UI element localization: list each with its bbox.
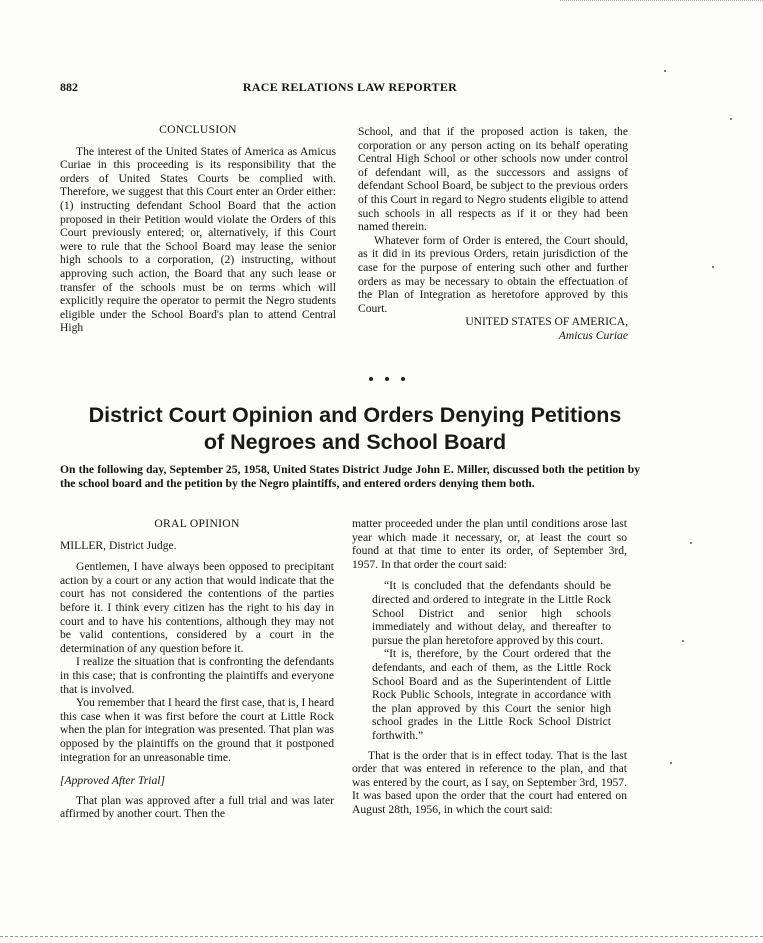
scan-speck: [730, 118, 732, 120]
oral-opinion-heading: ORAL OPINION: [154, 517, 240, 530]
page-number: 882: [60, 80, 78, 94]
opinion-paragraph: That is the order that is in effect today. That is the last order that was entered in reference to the plan, and that was entered by the court, as I say, on September 3rd, 1957. It was based upon the order that the court had entered on August 28th, 1956, in which the court said:: [352, 748, 627, 816]
scan-speck: [664, 70, 666, 72]
scan-speck: [690, 542, 692, 544]
judge-name: MILLER, District Judge.: [60, 538, 177, 552]
separator-dot: [385, 377, 389, 381]
separator-dot: [401, 377, 405, 381]
section-title: [60, 402, 650, 456]
scan-speck: [682, 640, 684, 642]
oral-opinion-continued-column: [352, 517, 627, 816]
scan-edge-line: [0, 936, 763, 938]
scan-edge-line: [560, 0, 763, 2]
section-separator: [0, 372, 763, 384]
opinion-paragraph: Gentlemen, I have always been opposed to precipitant action by a court or any action that would indicate that the court has not considered the contentions of the parties before it. I think every citizen has the right to his day in court and to have his contentions, although they may not be valid contentions, considered by a court in the determination of any question before it.: [60, 560, 334, 655]
block-quote: [352, 579, 627, 742]
conclusion-paragraph: The interest of the United States of America as Amicus Curiae in this proceeding is its responsibility that the orders of United States Courts be complied with. Therefore, we suggest that this Court enter an Order either: (1) instructing defendant School Board that the action proposed in their Petition would violate the Orders of this Court previously entered; or, alternatively, if this Court were to rule that the School Board may lease the senior high schools to a corporation, (2) instructing, without approving such action, the Board that any such lease or transfer of the schools must be on terms which will explicitly require the operator to permit the Negro students eligible under the School Board's plan to attend Central High: [60, 144, 336, 335]
section-title-line: of Negroes and School Board: [203, 430, 507, 454]
scan-speck: [712, 266, 714, 268]
quote-paragraph: “It is, therefore, by the Court ordered that the defendants, and each of them, as the Little Rock School Board and as the Superintendent of Little Rock Public Schools, integrate in accordance with the plan approved by this Court the senior high school grades in the Little Rock School District forthwith.”: [372, 647, 611, 742]
opinion-paragraph: I realize the situation that is confronting the defendants in this case; that is confronting the plaintiffs and everyone that is involved.: [60, 655, 334, 696]
quote-paragraph: “It is concluded that the defendants should be directed and ordered to integrate in the Little Rock School District and senior high schools immediately and without delay, and thereafter to pursue the plan heretofore approved by this court.: [372, 579, 611, 647]
running-title: RACE RELATIONS LAW REPORTER: [242, 80, 458, 94]
opinion-paragraph: You remember that I heard the first case, that is, I heard this case when it was first before the court at Little Rock when the plan for integration was presented. That plan was opposed by the plaintiffs on the ground that it postponed integration for an unreasonable time.: [60, 696, 334, 764]
scan-speck: [670, 762, 672, 764]
signature-role: Amicus Curiae: [558, 328, 628, 342]
subheading: [60, 774, 334, 788]
subheading-text: [Approved After Trial]: [60, 774, 165, 788]
oral-opinion-column: [60, 517, 334, 821]
opinion-paragraph: That plan was approved after a full trial and was later affirmed by another court. Then the: [60, 793, 334, 821]
conclusion-paragraph: Whatever form of Order is entered, the Court should, as it did in its previous Orders, retain jurisdiction of the case for the purpose of entering such other and further orders as may be necessary to obtain the effectuation of the Plan of Integration as heretofore approved by this Court.: [358, 233, 628, 315]
conclusion-continued-column: [358, 125, 628, 343]
opinion-paragraph-continued: matter proceeded under the plan until conditions arose last year which made it necessary, or, at least the court so found at that time to enter its order, of September 3rd, 1957. In that order the court said:: [352, 517, 627, 571]
conclusion-paragraph-continued: School, and that if the proposed action is taken, the corporation or any person acting on its behalf operating Central High School or other schools now under control of defendant will, as the successors and assigns of defendant School Board, be subject to the previous orders of this Court in regard to Negro students eligible to attend such schools in all respects as if it or they had been named therein.: [358, 125, 628, 234]
conclusion-column: [60, 123, 336, 335]
lead-paragraph: On the following day, September 25, 1958, United States District Judge John E. Miller, discussed both the petition by the school board and the petition by the Negro plaintiffs, and entered orders denying them both.: [60, 463, 640, 490]
section-title-line: District Court Opinion and Orders Denying Petitions: [88, 403, 622, 427]
conclusion-heading: CONCLUSION: [159, 123, 237, 136]
page-header: [60, 80, 640, 96]
signature-line: UNITED STATES OF AMERICA,: [465, 315, 628, 329]
separator-dot: [369, 377, 373, 381]
